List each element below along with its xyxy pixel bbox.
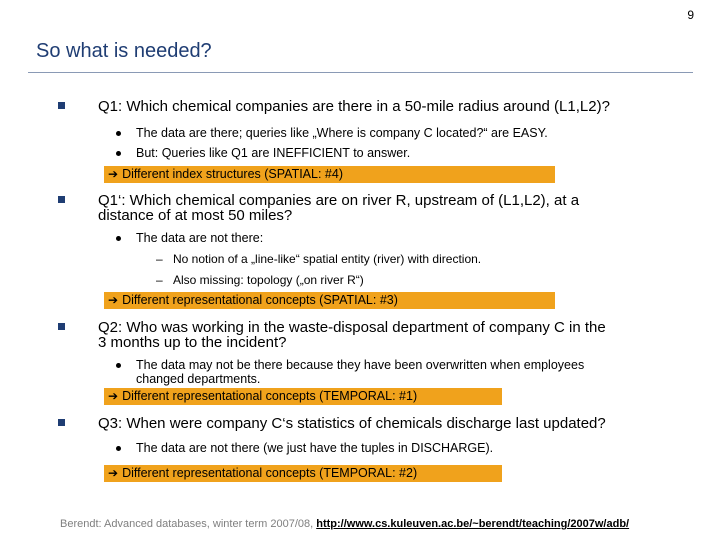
conclusion-q3-text: Different representational concepts (TEMPORAL: #2) (122, 466, 418, 480)
conclusion-q2 (104, 388, 502, 405)
bullet-q1-sub1: The data are there; queries like „Where is company C located?“ are EASY. (136, 126, 548, 140)
square-bullet-icon (58, 323, 65, 330)
bullet-q3-sub1: The data are not there (we just have the tuples in DISCHARGE). (136, 441, 494, 455)
bullet-q1-prime-line1: Q1‘: Which chemical companies are on river R, upstream of (L1,L2), at a (98, 192, 580, 209)
round-bullet-icon (116, 131, 121, 136)
footer-text: Berendt: Advanced databases, winter term 2007/08, (60, 518, 317, 530)
square-bullet-icon (58, 102, 65, 109)
footer-link[interactable]: http://www.cs.kuleuven.ac.be/~berendt/teaching/2007w/adb/ (316, 518, 630, 530)
dash-bullet: – (156, 273, 163, 287)
bullet-q2-sub1-line2: changed departments. (136, 372, 261, 386)
right-arrow-icon: ➔ (108, 466, 119, 480)
dash-bullet: – (156, 252, 163, 266)
bullet-q1: Q1: Which chemical companies are there in a 50-mile radius around (L1,L2)? (98, 98, 610, 115)
round-bullet-icon (116, 151, 121, 156)
round-bullet-icon (116, 236, 121, 241)
footer (60, 518, 629, 530)
bullet-q2-line2: 3 months up to the incident? (98, 334, 287, 351)
conclusion-q1 (104, 166, 555, 183)
bullet-q1-prime-sub1: The data are not there: (136, 231, 264, 245)
page-number: 9 (687, 8, 694, 22)
right-arrow-icon: ➔ (108, 389, 119, 403)
conclusion-q1-prime (104, 292, 555, 309)
right-arrow-icon: ➔ (108, 167, 119, 181)
conclusion-q3 (104, 465, 502, 482)
conclusion-q1-prime-text: Different representational concepts (SPATIAL: #3) (122, 293, 398, 307)
right-arrow-icon: ➔ (108, 293, 119, 307)
bullet-q1-sub2: But: Queries like Q1 are INEFFICIENT to answer. (136, 146, 411, 160)
round-bullet-icon (116, 446, 121, 451)
bullet-q1-prime-dash1: No notion of a „line-like“ spatial entity (river) with direction. (173, 252, 482, 266)
slide-title: So what is needed? (36, 40, 212, 62)
conclusion-q1-text: Different index structures (SPATIAL: #4) (122, 167, 343, 181)
bullet-q2-line1: Q2: Who was working in the waste-disposal department of company C in the (98, 319, 606, 336)
square-bullet-icon (58, 419, 65, 426)
bullet-q1-prime-line2: distance of at most 50 miles? (98, 207, 293, 224)
bullet-q3: Q3: When were company C‘s statistics of chemicals discharge last updated? (98, 415, 606, 432)
round-bullet-icon (116, 363, 121, 368)
conclusion-q2-text: Different representational concepts (TEMPORAL: #1) (122, 389, 418, 403)
bullet-q1-prime-dash2: Also missing: topology („on river R“) (173, 273, 364, 287)
title-divider (28, 72, 693, 73)
bullet-q2-sub1-line1: The data may not be there because they have been overwritten when employees (136, 358, 585, 372)
square-bullet-icon (58, 196, 65, 203)
